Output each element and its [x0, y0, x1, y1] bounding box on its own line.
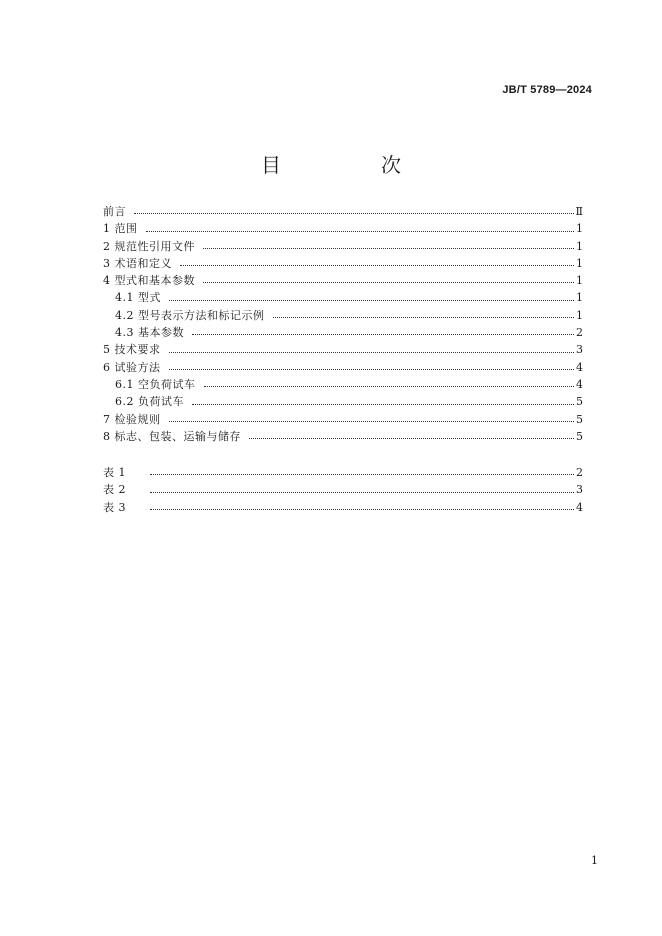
toc-entry-label: 1 范围	[103, 222, 138, 236]
table-list-page: 3	[576, 483, 583, 497]
toc-entry[interactable]	[103, 376, 583, 393]
dot-leader	[192, 333, 574, 335]
table-list-label: 表 3	[103, 500, 126, 514]
dot-leader	[146, 230, 575, 232]
dot-leader	[192, 403, 574, 405]
toc-entry-label: 6.2 负荷试车	[115, 395, 184, 409]
table-list-entry[interactable]	[103, 481, 583, 498]
toc-entry[interactable]	[103, 359, 583, 376]
toc-entry-label: 3 术语和定义	[103, 256, 172, 270]
toc-entry[interactable]	[103, 220, 583, 237]
toc-entry-label: 4.1 型式	[115, 291, 161, 305]
toc-entry-page: 1	[576, 291, 583, 305]
toc-entry-page: 5	[576, 395, 583, 409]
dot-leader	[134, 212, 574, 214]
toc-entry-page: 1	[576, 239, 583, 253]
dot-leader	[169, 351, 575, 353]
toc-entry[interactable]	[103, 255, 583, 272]
list-of-tables	[103, 464, 583, 516]
table-list-page: 4	[576, 500, 583, 514]
toc-entry[interactable]	[103, 393, 583, 410]
dot-leader	[150, 473, 574, 475]
toc-entry-page: 1	[576, 308, 583, 322]
toc-entry[interactable]	[103, 289, 583, 306]
dot-leader	[249, 437, 574, 439]
dot-leader	[169, 299, 574, 301]
dot-leader	[204, 385, 575, 387]
toc-entry-page: 3	[576, 343, 583, 357]
table-of-contents	[103, 203, 583, 445]
toc-entry[interactable]	[103, 411, 583, 428]
toc-entry-page: 4	[576, 360, 583, 374]
toc-entry-label: 7 检验规则	[103, 412, 161, 426]
toc-entry-label: 6 试验方法	[103, 360, 161, 374]
toc-entry-page: 1	[576, 222, 583, 236]
toc-entry-label: 4 型式和基本参数	[103, 274, 195, 288]
toc-entry-label: 4.3 基本参数	[115, 326, 184, 340]
toc-entry-page: 2	[576, 326, 583, 340]
toc-entry[interactable]	[103, 428, 583, 445]
toc-entry[interactable]	[103, 238, 583, 255]
standard-code: JB/T 5789—2024	[502, 84, 592, 96]
table-list-entry[interactable]	[103, 499, 583, 516]
dot-leader	[203, 247, 574, 249]
toc-entry[interactable]	[103, 203, 583, 220]
toc-entry-label: 前言	[103, 205, 126, 218]
toc-entry-label: 2 规范性引用文件	[103, 239, 195, 253]
page-title: 目 次	[261, 153, 441, 177]
toc-entry[interactable]	[103, 272, 583, 289]
toc-entry-page: 1	[576, 256, 583, 270]
toc-entry-label: 8 标志、包装、运输与储存	[103, 429, 241, 443]
dot-leader	[150, 508, 574, 510]
toc-entry-page: 5	[576, 429, 583, 443]
toc-entry-label: 5 技术要求	[103, 343, 161, 357]
dot-leader	[169, 368, 575, 370]
toc-entry[interactable]	[103, 324, 583, 341]
toc-entry-page: 4	[576, 377, 583, 391]
dot-leader	[180, 264, 574, 266]
table-list-label: 表 1	[103, 466, 126, 479]
toc-entry-page: 5	[576, 412, 583, 426]
toc-entry-label: 4.2 型号表示方法和标记示例	[115, 308, 265, 322]
toc-entry-page: Ⅱ	[575, 205, 583, 218]
table-list-label: 表 2	[103, 483, 126, 497]
toc-entry-label: 6.1 空负荷试车	[115, 377, 196, 391]
dot-leader	[203, 281, 574, 283]
toc-entry[interactable]	[103, 341, 583, 358]
dot-leader	[273, 316, 575, 318]
toc-entry[interactable]	[103, 307, 583, 324]
table-list-entry[interactable]	[103, 464, 583, 481]
page-number: 1	[591, 854, 598, 867]
table-list-page: 2	[576, 466, 583, 479]
dot-leader	[169, 420, 575, 422]
dot-leader	[150, 491, 574, 493]
toc-entry-page: 1	[576, 274, 583, 288]
